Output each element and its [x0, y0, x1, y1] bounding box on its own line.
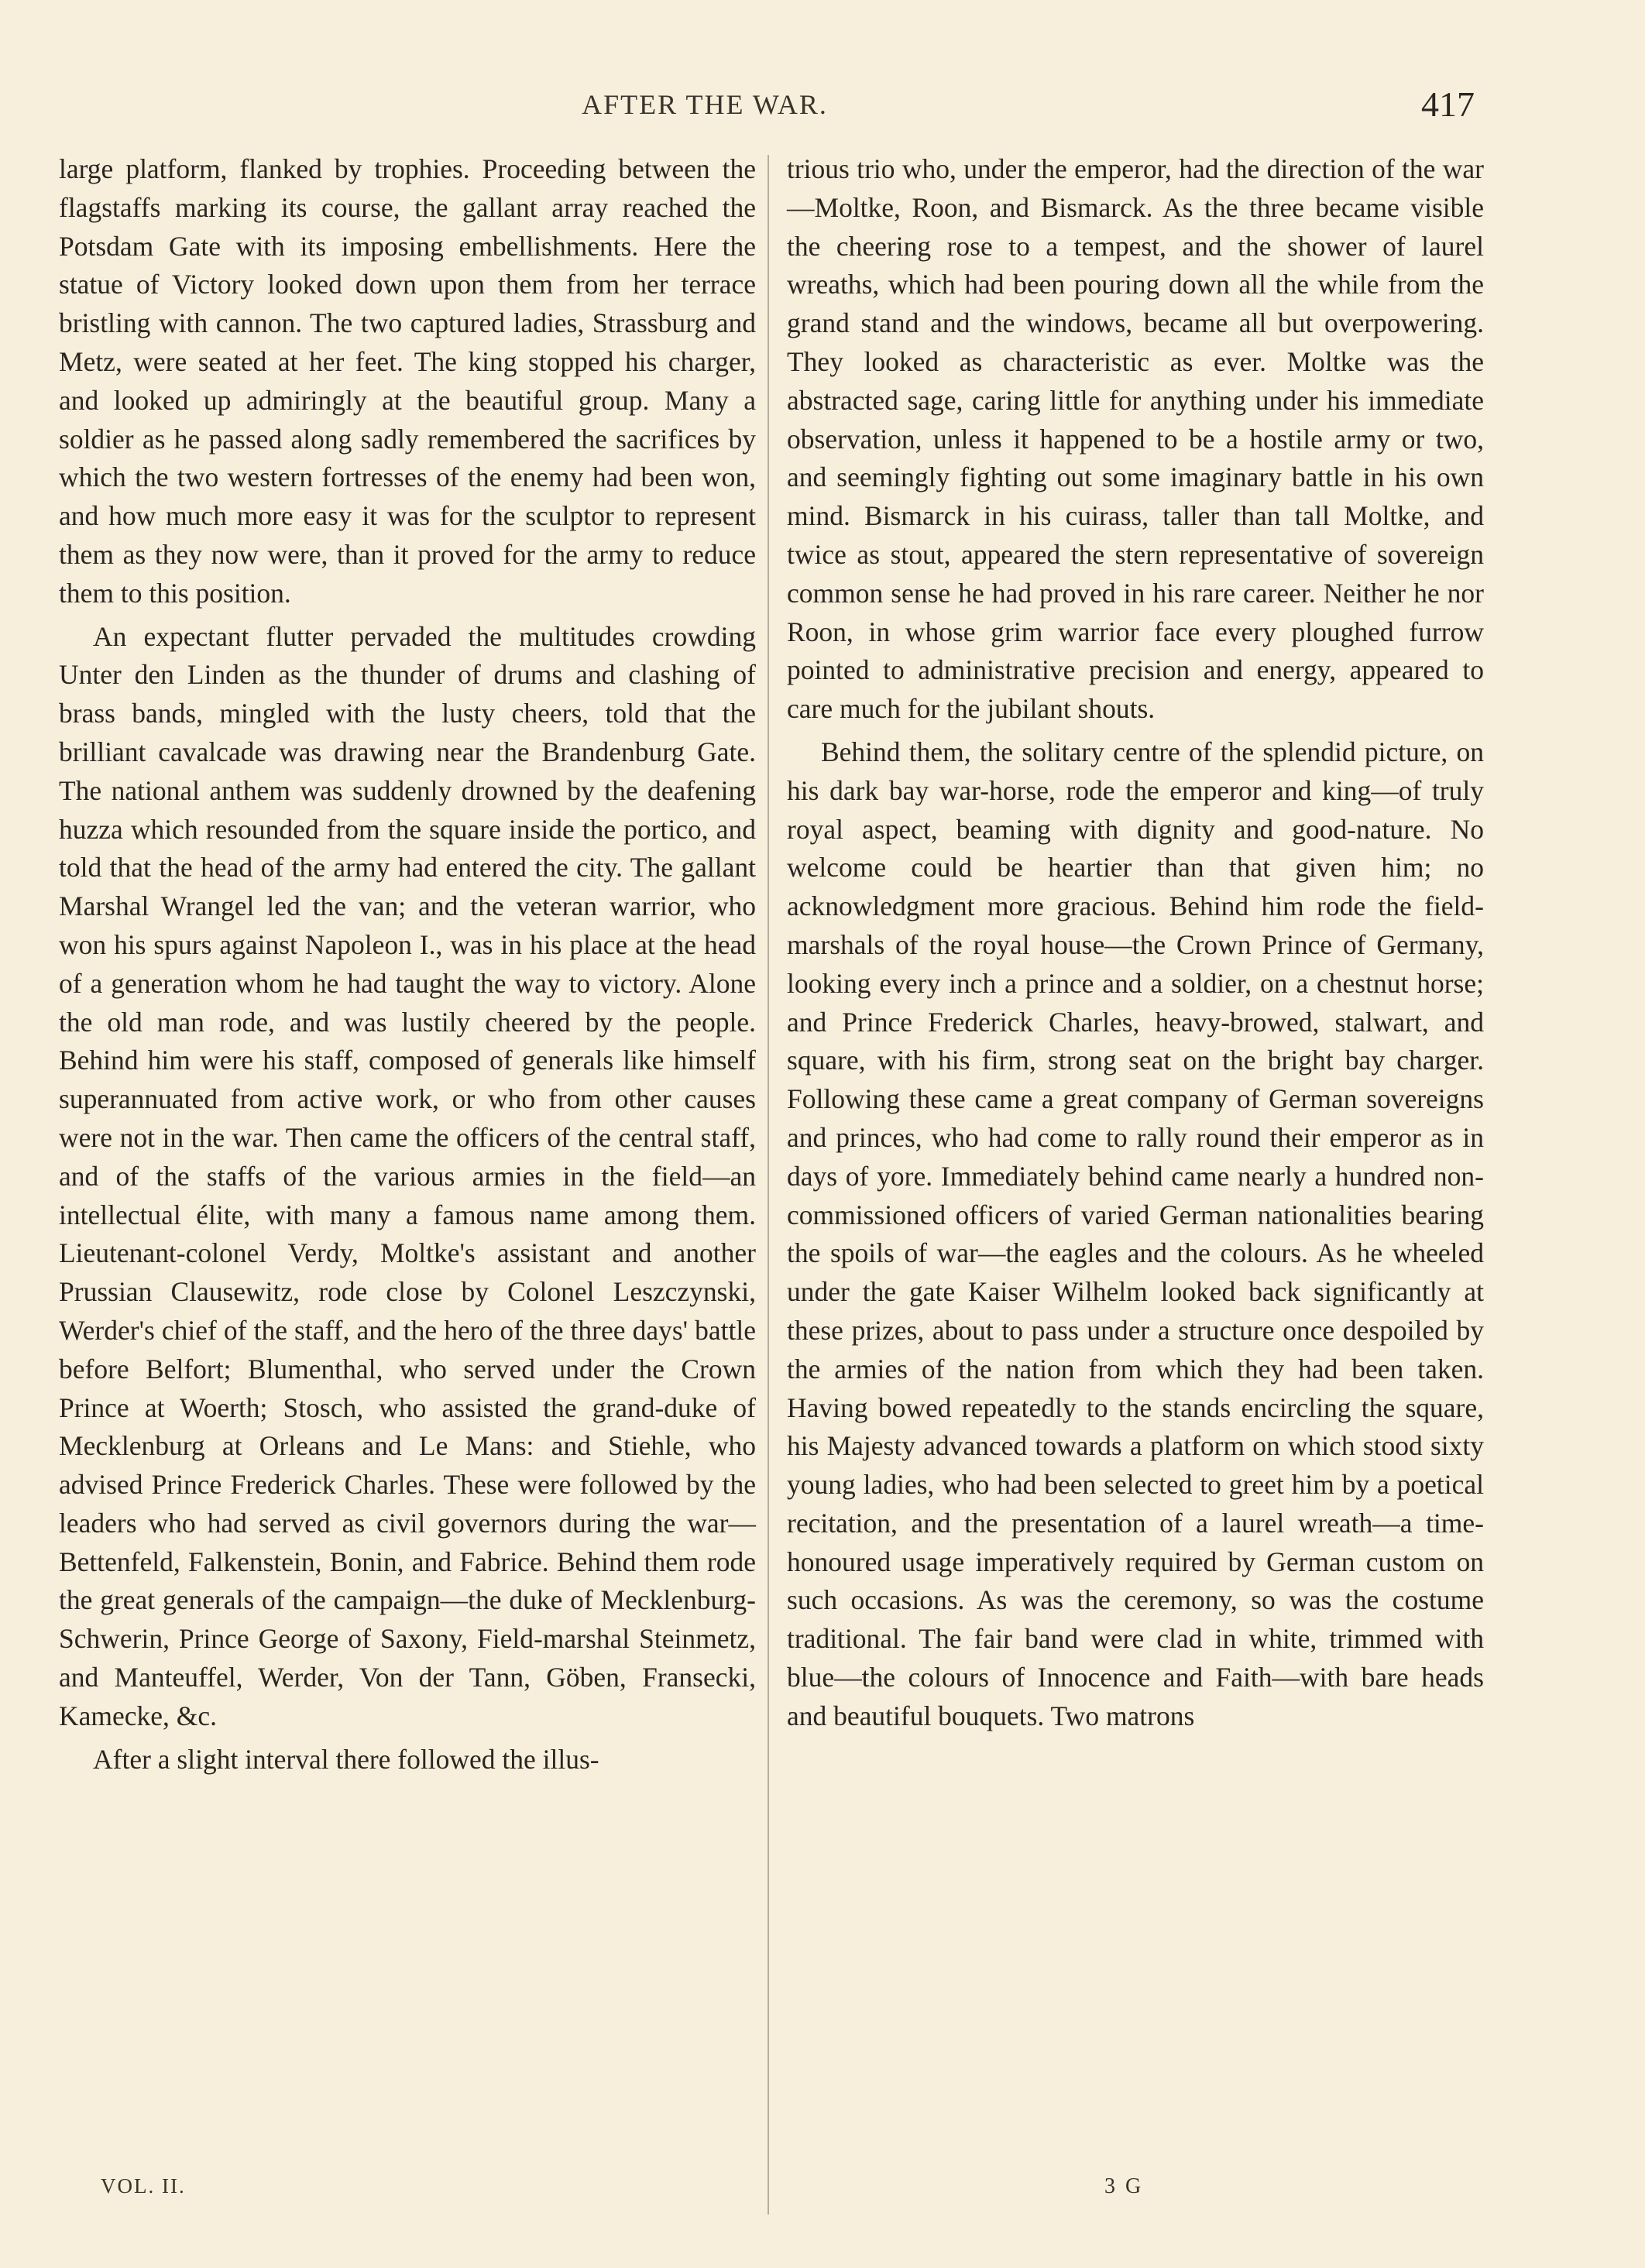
- column-divider: [768, 155, 769, 2215]
- paragraph: After a slight interval there followed the illus-: [93, 1743, 599, 1775]
- paragraph: large platform, flanked by trophies. Proceeding between the flagstaffs marking its course, the gallant array reached the Potsdam Gate with its imposing embellishments. Here the statue of Victory looked down upon them from her terrace bristling with cannon. The two captured ladies, Strassburg and Metz, were seated at her feet. The king stopped his charger, and looked up admiringly at the beautiful group. Many a soldier as he passed along sadly remembered the sacrifices by which the two western fortresses of the enemy had been won, and how much more easy it was for the sculptor to represent them as they now were, than it proved for the army to reduce them to this position.: [59, 153, 756, 609]
- paragraph: An expectant flutter pervaded the multitudes crowding Unter den Linden as the thunder of drums and clashing of brass bands, mingled with the lusty cheers, told that the brilliant cavalcade was drawing near the Brandenburg Gate. The national anthem was suddenly drowned by the deafening huzza which resounded from the square inside the portico, and told that the head of the army had entered the city. The gallant Marshal Wrangel led the van; and the veteran warrior, who won his spurs against Napoleon I., was in his place at the head of a generation whom he had taught the way to victory. Alone the old man rode, and was lustily cheered by the people. Behind him were his staff, composed of generals like himself superannuated from active work, or who from other causes were not in the war. Then came the officers of the central staff, and of the staffs of the various armies in the field—an intellectual élite, with many a famous name among them. Lieutenant-colonel Verdy, Moltke's assistant and another Prussian Clausewitz, rode close by Colonel Leszczynski, Werder's chief of the staff, and the hero of the three days' battle before Belfort; Blumenthal, who served under the Crown Prince at Woerth; Stosch, who assisted the grand-duke of Mecklenburg at Orleans and Le Mans: and Stiehle, who advised Prince Frederick Charles. These were followed by the leaders who had served as civil governors during the war—Bettenfeld, Falkenstein, Bonin, and Fabrice. Behind them rode the great generals of the campaign—the duke of Mecklenburg-Schwerin, Prince George of Saxony, Field-marshal Steinmetz, and Manteuffel, Werder, Von der Tann, Göben, Fransecki, Kamecke, &c.: [59, 620, 756, 1731]
- volume-label: VOL. II.: [101, 2174, 186, 2198]
- page-footer: [0, 2174, 1645, 2213]
- right-column: [787, 150, 1484, 1736]
- signature-mark: 3 G: [1104, 2174, 1144, 2198]
- page-number: 417: [1421, 84, 1475, 124]
- running-title: AFTER THE WAR.: [582, 89, 828, 120]
- paragraph: trious trio who, under the emperor, had the direction of the war—Moltke, Roon, and Bismarck. As the three became visible the cheering rose to a tempest, and the shower of laurel wreaths, which had been pouring down all the while from the grand stand and the windows, became all but overpowering. They looked as characteristic as ever. Moltke was the abstracted sage, caring little for anything under his immediate observation, unless it happened to be a hostile army or two, and seemingly fighting out some imaginary battle in his own mind. Bismarck in his cuirass, taller than tall Moltke, and twice as stout, appeared the stern representative of sovereign common sense he had proved in his rare career. Neither he nor Roon, in whose grim warrior face every ploughed furrow pointed to administrative precision and energy, appeared to care much for the jubilant shouts.: [787, 153, 1484, 725]
- left-column: [59, 150, 756, 1779]
- page-header: [0, 84, 1645, 130]
- paragraph: Behind them, the solitary centre of the splendid picture, on his dark bay war-horse, rode the emperor and king—of truly royal aspect, beaming with dignity and good-nature. No welcome could be heartier than that given him; no acknowledgment more gracious. Behind him rode the field-marshals of the royal house—the Crown Prince of Germany, looking every inch a prince and a soldier, on a chestnut horse; and Prince Frederick Charles, heavy-browed, stalwart, and square, with his firm, strong seat on the bright bay charger. Following these came a great company of German sovereigns and princes, who had come to rally round their emperor as in days of yore. Immediately behind came nearly a hundred non-commissioned officers of varied German nationalities bearing the spoils of war—the eagles and the colours. As he wheeled under the gate Kaiser Wilhelm looked back significantly at these prizes, about to pass under a structure once despoiled by the armies of the nation from which they had been taken. Having bowed repeatedly to the stands encircling the square, his Majesty advanced towards a platform on which stood sixty young ladies, who had been selected to greet him by a poetical recitation, and the presentation of a laurel wreath—a time-honoured usage imperatively required by German custom on such occasions. As was the ceremony, so was the costume traditional. The fair band were clad in white, trimmed with blue—the colours of Innocence and Faith—with bare heads and beautiful bouquets. Two matrons: [787, 736, 1484, 1731]
